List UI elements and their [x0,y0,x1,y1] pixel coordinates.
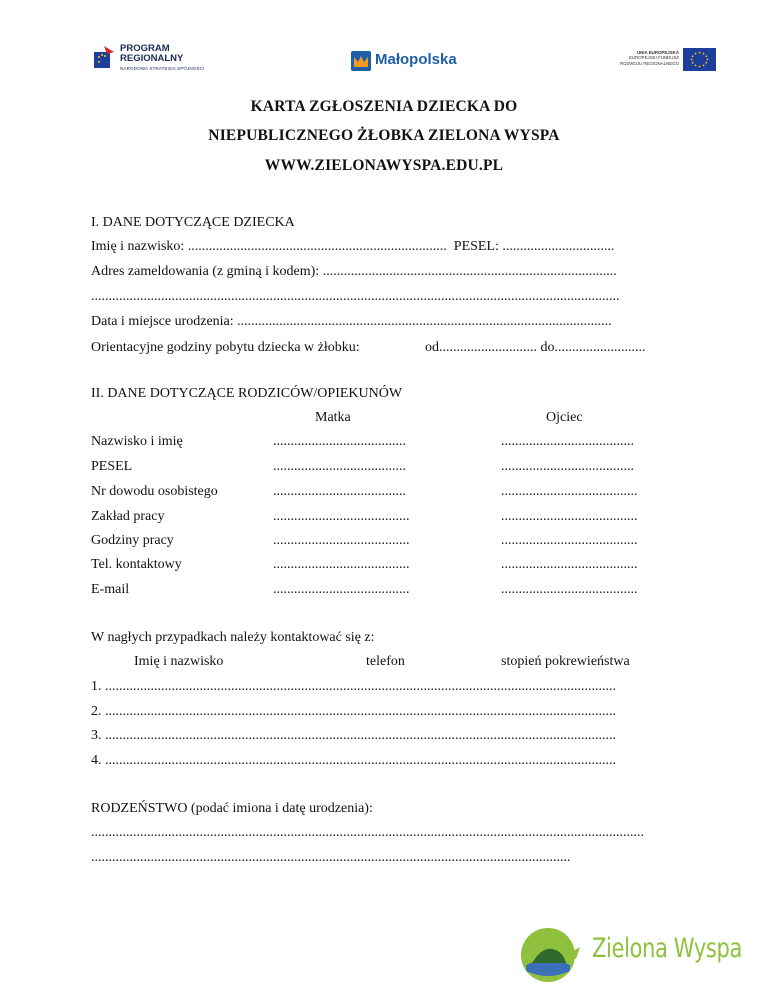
row-label-workplace: Zakład pracy [91,509,165,524]
siblings-field-line2[interactable]: ......................................................................................................................................... [91,850,571,865]
row-label-work-hours: Godziny pracy [91,533,174,548]
mother-phone-field[interactable]: ....................................... [273,557,410,572]
stay-hours-field[interactable]: od............................ do.......................... [425,340,646,355]
father-work-hours-field[interactable]: ....................................... [501,533,638,548]
address-field-line1[interactable]: Adres zameldowania (z gminą i kodem): .................................................................................... [91,264,617,279]
program-logo-subtitle: NARODOWA STRATEGIA SPÓJNOŚCI [120,66,205,71]
emergency-col-phone: telefon [366,654,405,669]
row-label-email: E-mail [91,582,130,597]
siblings-heading: RODZEŃSTWO (podać imiona i datę urodzenia): [91,801,373,816]
father-pesel-field[interactable]: ...................................... [501,459,634,474]
child-name-pesel-field[interactable]: Imię i nazwisko: .......................................................................... PESEL: ................................ [91,239,615,254]
address-field-line2[interactable]: ....................................................................................................................................................... [91,289,620,304]
mother-workplace-field[interactable]: ....................................... [273,509,410,524]
malopolska-logo-text: Małopolska [375,51,457,68]
zielona-wyspa-logo-text: Zielona Wyspa [592,933,743,964]
eu-logo-line3: ROZWOJU REGIONALNEGO [619,60,679,66]
column-mother: Matka [315,410,351,425]
birth-date-place-field[interactable]: Data i miejsce urodzenia: ........................................................................................................... [91,314,612,329]
program-regionalny-logo [92,42,212,80]
row-label-id: Nr dowodu osobistego [91,484,218,499]
mother-pesel-field[interactable]: ...................................... [273,459,406,474]
emergency-col-relation: stopień pokrewieństwa [501,654,630,669]
siblings-field-line1[interactable]: .............................................................................................................................................................. [91,825,644,840]
emergency-contact-2[interactable]: 2. .................................................................................................................................................. [91,704,616,719]
emergency-contact-1[interactable]: 1. .................................................................................................................................................. [91,679,616,694]
row-label-name: Nazwisko i imię [91,434,183,449]
mother-email-field[interactable]: ....................................... [273,582,410,597]
form-title-line1: KARTA ZGŁOSZENIA DZIECKA DO [250,98,518,115]
column-father: Ojciec [546,410,583,425]
emergency-contact-4[interactable]: 4. .................................................................................................................................................. [91,753,616,768]
eu-logo [617,48,717,74]
father-workplace-field[interactable]: ....................................... [501,509,638,524]
island-icon [518,925,588,985]
malopolska-logo [351,49,471,75]
row-label-pesel: PESEL [91,459,133,474]
emergency-contact-3[interactable]: 3. .................................................................................................................................................. [91,728,616,743]
mother-id-field[interactable]: ...................................... [273,484,406,499]
form-title-line2: NIEPUBLICZNEGO ŻŁOBKA ZIELONA WYSPA [208,127,560,144]
section1-heading: I. DANE DOTYCZĄCE DZIECKA [91,215,295,230]
mother-name-field[interactable]: ...................................... [273,434,406,449]
program-logo-line2: REGIONALNY [120,52,184,64]
eu-flag-icon [683,48,716,71]
malopolska-emblem-icon [351,51,371,71]
zielona-wyspa-logo [518,925,743,985]
website-url: WWW.ZIELONAWYSPA.EDU.PL [264,157,504,174]
eu-logo-line1: UNIA EUROPEJSKA [636,50,679,55]
emergency-heading: W nagłych przypadkach należy kontaktować się z: [91,630,375,645]
program-logo-line1: PROGRAM [120,43,170,54]
father-id-field[interactable]: ....................................... [501,484,638,499]
stay-hours-label: Orientacyjne godziny pobytu dziecka w żłobku: [91,340,360,355]
emergency-col-name: Imię i nazwisko [134,654,224,669]
section2-heading: II. DANE DOTYCZĄCE RODZICÓW/OPIEKUNÓW [91,386,403,401]
father-name-field[interactable]: ...................................... [501,434,634,449]
row-label-phone: Tel. kontaktowy [91,557,182,572]
mother-work-hours-field[interactable]: ....................................... [273,533,410,548]
eu-logo-line2: EUROPEJSKI FUNDUSZ [628,55,679,61]
father-email-field[interactable]: ....................................... [501,582,638,597]
program-regionalny-emblem-icon [92,44,116,72]
father-phone-field[interactable]: ....................................... [501,557,638,572]
